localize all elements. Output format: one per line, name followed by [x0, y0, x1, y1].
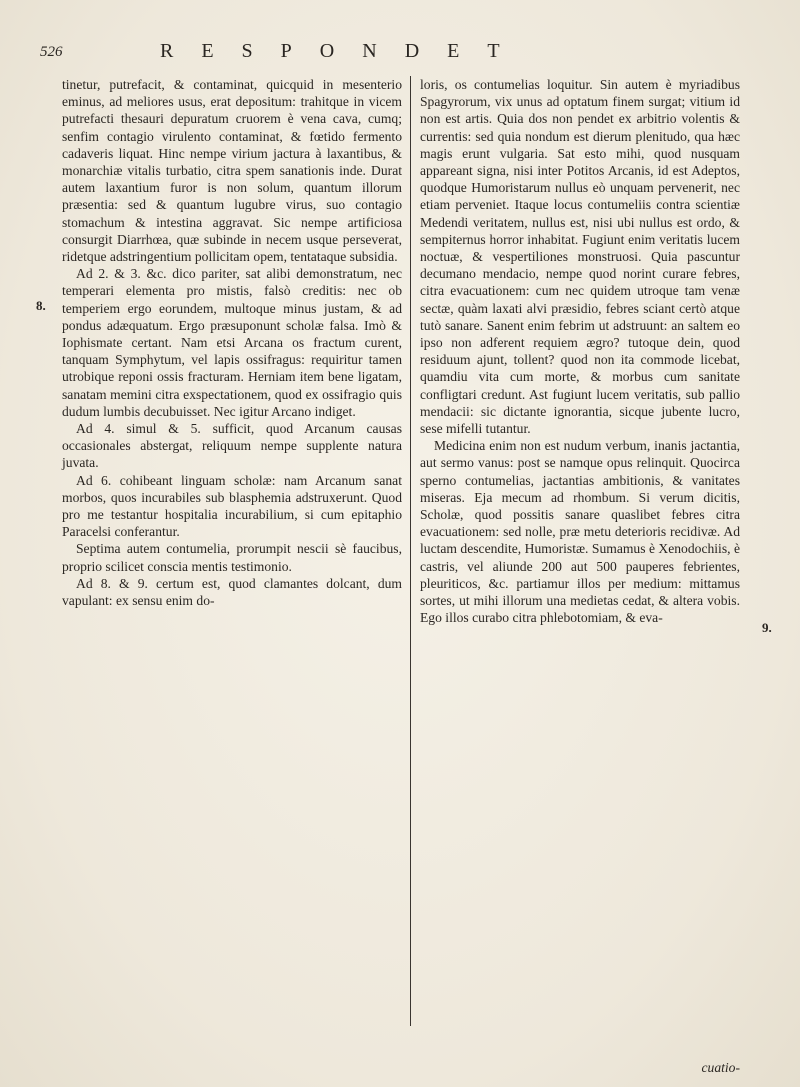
page-number: 526	[40, 44, 63, 60]
margin-number-right: 9.	[762, 620, 772, 635]
left-paragraph: Septima autem contumelia, prorumpit nescii sè faucibus, proprio scilicet conscia mentis testimonio.	[62, 541, 402, 574]
left-column	[62, 76, 402, 609]
left-paragraph: Ad 2. & 3. &c. dico pariter, sat alibi demonstratum, nec temperari elementa pro mistis, falsò creditis: nec ob temperiem ergo eorundem, multoque minus justam, & ad pondus adæquatum. Ergo præsuponunt scholæ falsa. Imò & Iophismate certant. Nam etsi Arcana os fractum curent, tanquam Symphytum, vel lapis ossifragus: requiritur tamen utrobique reponi ossis fracturam. Herniam item bene ligatam, sanatam memini citra exspectationem, quod ex ossifragio quis dudum lumbis decubuisset. Nec igitur Arcano indiget.	[62, 266, 402, 419]
catchword: cuatio-	[701, 1060, 740, 1075]
left-paragraph: Ad 4. simul & 5. sufficit, quod Arcanum causas occasionales abstergat, reliquum nempe supplente natura juvata.	[62, 421, 402, 471]
right-paragraph: Medicina enim non est nudum verbum, inanis jactantia, aut sermo vanus: post se namque opus relinquit. Quocirca sperno contumelias, jactantias ambitionis, & vanitates miseras. Eja mecum ad rhombum. Si verum dicitis, Scholæ, quod possitis sanare quaslibet febres citra evacuationem: sed nolle, præ metu deterioris recidivæ. Ad luctam descendite, Humoristæ. Sumamus è Xenodochiis, è castris, vel aliunde 200 aut 500 pauperes febrientes, pleuriticos, &c. partiamur illos per medium: mittamus sortes, ut mihi illorum una medietas cedat, & altera vobis. Ego illos curabo citra phlebotomiam, & eva-	[420, 438, 740, 626]
right-paragraph: loris, os contumelias loquitur. Sin autem è myriadibus Spagyrorum, vix unus ad optatum finem surgat; vitium id non est artis. Quia dos non pendet ex arbitrio volentis & currentis: sed quia nondum est dierum plenitudo, qua hæc magis erunt vulgaria. Sat esto mihi, quod nusquam appareant signa, nisi inter Potitos Arcanis, id est Adeptos, quodque Humoristarum nullus eò unquam pervenerit, nec etiam perveniet. Itaque locus contumeliis contra scientiæ Medendi veritatem, nullus est, nisi ubi nullus est ordo, & sempiternus horror inhabitat. Fugiunt enim veritatis lucem noctuæ, & vespertiliones monstruosi. Quia pascuntur decumano mendacio, nempe quod norint curare febres, citra evacuationem: cum nec quidem utroque tam venæ sectæ, quàm laxati alvi præsidio, febres sciant certò atque tutò sanare. Sanent enim febrim ut adstruunt: an saltem eo ipso non adferent requiem ægro? tutoque dein, quod residuum ajunt, tollent? quod non ita commode licebat, quamdiu vita cum morte, & morbus cum sanitate confligtari credunt. Ast fugiunt lucem veritatis, sub pallio mendacii: sic dictante ignorantia, sicque jubente lucro, sese mifelli tutantur.	[420, 77, 740, 437]
right-column	[420, 76, 740, 627]
left-paragraph: tinetur, putrefacit, & contaminat, quicquid in mesenterio eminus, ad meliores usus, erat depositum: trahitque in vicem putrefacti thesauri depuratum cruorem è vena cava, cumq; senfim contagio virulento contaminat, & fœtido fermento cadaveris liquat. Hinc nempe virium jactura à laxantibus, & monarchiæ vitalis turbatio, citra spem sanationis inde. Durat autem laxantium furor is non solum, quantum illorum præsentia: sed & quantum lugubre virus, suo contagio stomachum & intestina aggravat. Sic nempe artificiosa consurgit Diarrhœa, quæ subinde in necem usque perseverat, ridetque adstringentium pollicitam opem, tentataque subsidia.	[62, 77, 402, 265]
page-header	[40, 38, 760, 68]
left-paragraph: Ad 8. & 9. certum est, quod clamantes dolcant, dum vapulant: ex sensu enim do-	[62, 575, 402, 609]
column-divider	[410, 76, 411, 1026]
margin-number-left: 8.	[36, 298, 46, 313]
left-paragraph: Ad 6. cohibeant linguam scholæ: nam Arcanum sanat morbos, quos incurabiles sub blasphemia adstruxerunt. Quod pro me testantur hospitalia incurabilium, si cum epitaphio Paracelsi conferantur.	[62, 472, 402, 540]
running-head: RESPONDET	[160, 40, 528, 62]
